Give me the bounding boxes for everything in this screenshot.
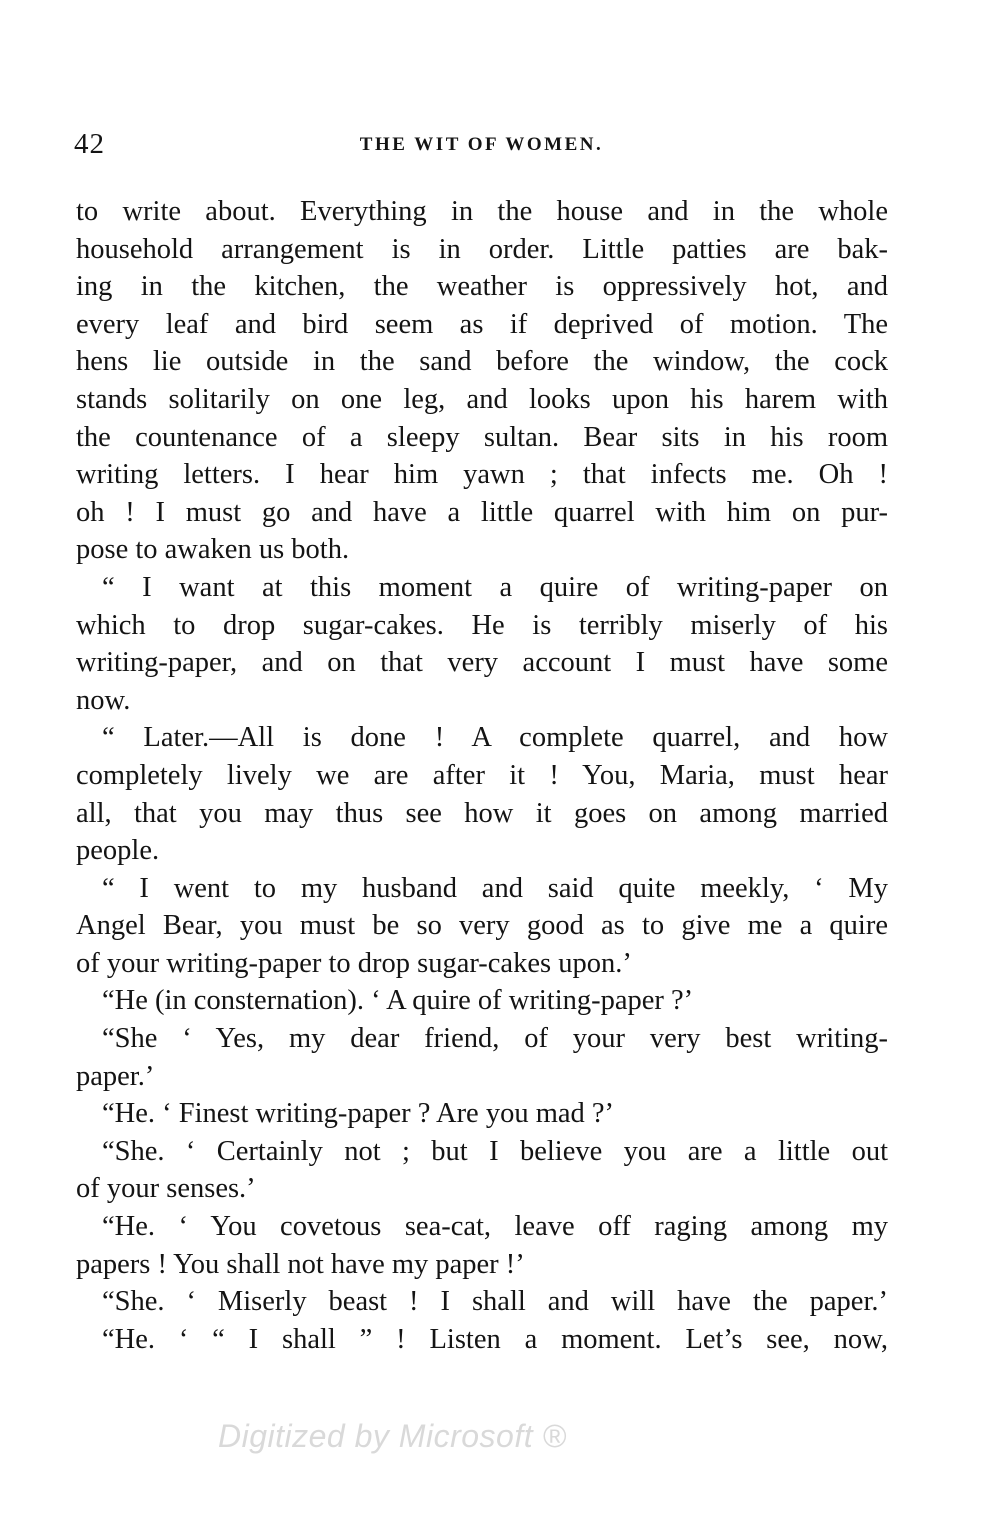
text-line: “She. ‘ Miserly beast ! I shall and will have the paper.’ — [102, 1286, 888, 1318]
text-line: oh ! I must go and have a little quarrel with him on pur- — [76, 496, 888, 528]
text-line: all, that you may thus see how it goes on among married — [76, 797, 888, 829]
page-number: 42 — [74, 128, 105, 160]
running-title: THE WIT OF WOMEN. — [359, 134, 604, 155]
text-line: papers ! You shall not have my paper !’ — [76, 1248, 525, 1280]
text-line: stands solitarily on one leg, and looks upon his harem with — [76, 383, 888, 415]
text-line: “She ‘ Yes, my dear friend, of your very best writing- — [102, 1023, 888, 1055]
text-line: “He (in consternation). ‘ A quire of writing-paper ?’ — [102, 985, 694, 1017]
body-text — [76, 193, 888, 1358]
text-line: which to drop sugar-cakes. He is terribly miserly of his — [76, 609, 888, 641]
text-line: hens lie outside in the sand before the window, the cock — [76, 346, 888, 378]
text-line: paper.’ — [76, 1060, 155, 1092]
text-line: “She. ‘ Certainly not ; but I believe you are a little out — [102, 1135, 888, 1167]
text-line: to write about. Everything in the house and in the whole — [76, 196, 888, 227]
text-line: “ I want at this moment a quire of writing-paper on — [102, 571, 888, 603]
text-line: “He. ‘ You covetous sea-cat, leave off raging among my — [102, 1211, 888, 1243]
text-line: ing in the kitchen, the weather is oppressively hot, and — [76, 271, 888, 303]
text-line: writing-paper, and on that very account I must have some — [76, 647, 888, 679]
text-line: now. — [76, 684, 131, 716]
text-line: Angel Bear, you must be so very good as to give me a quire — [76, 910, 888, 942]
page-header — [74, 128, 889, 168]
text-line: people. — [76, 835, 160, 867]
text-line: every leaf and bird seem as if deprived of motion. The — [76, 308, 888, 340]
text-line: of your writing-paper to drop sugar-cakes upon.’ — [76, 947, 632, 979]
text-line: “ I went to my husband and said quite meekly, ‘ My — [102, 872, 888, 904]
text-line: the countenance of a sleepy sultan. Bear sits in his room — [76, 421, 888, 453]
text-line: household arrangement is in order. Little patties are bak- — [76, 233, 888, 265]
text-line: writing letters. I hear him yawn ; that infects me. Oh ! — [76, 459, 888, 491]
text-line: of your senses.’ — [76, 1173, 256, 1205]
text-line: “He. ‘ “ I shall ” ! Listen a moment. Let’s see, now, — [102, 1323, 888, 1355]
text-line: “ Later.—All is done ! A complete quarrel, and how — [102, 722, 888, 754]
text-line: pose to awaken us both. — [76, 534, 350, 566]
text-line: “He. ‘ Finest writing-paper ? Are you mad ?’ — [102, 1098, 615, 1130]
text-line: completely lively we are after it ! You, Maria, must hear — [76, 759, 888, 791]
digitization-watermark: Digitized by Microsoft ® — [218, 1418, 567, 1454]
